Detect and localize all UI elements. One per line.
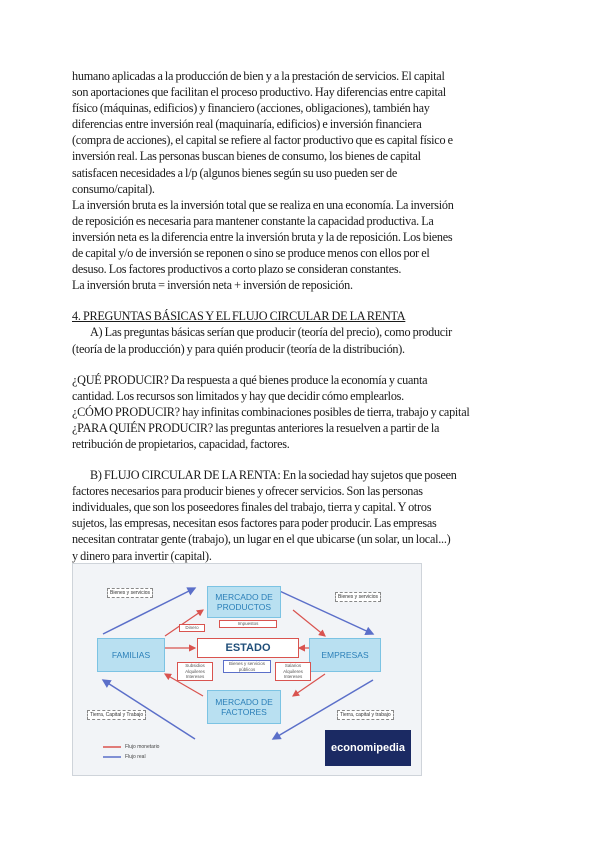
estado-box: ESTADO bbox=[197, 638, 299, 658]
text-line: inversión neta es la diferencia entre la inversión bruta y la de reposición. Los bienes bbox=[72, 229, 453, 244]
text-line: ¿CÓMO PRODUCIR? hay infinitas combinaciones posibles de tierra, trabajo y capital bbox=[72, 404, 470, 419]
label-impuestos: Impuestos bbox=[219, 620, 277, 628]
circular-flow-diagram bbox=[72, 563, 422, 776]
label-dinero: Dinero bbox=[179, 624, 205, 632]
text-line: inversión real. Las personas buscan bienes de consumo, los bienes de capital bbox=[72, 149, 421, 164]
text-line: B) FLUJO CIRCULAR DE LA RENTA: En la sociedad hay sujetos que poseen bbox=[90, 468, 457, 483]
tag-factores: Tierra, Capital y Trabajo bbox=[87, 710, 146, 720]
paragraph-capital bbox=[72, 68, 532, 293]
empresas-box: EMPRESAS bbox=[309, 638, 381, 672]
label-subsidios: Subsidios Alquileres Intereses bbox=[177, 662, 213, 681]
text-line: individuales, que son los poseedores finales del trabajo, tierra y capital. Y otros bbox=[72, 500, 432, 515]
text-line: (compra de acciones), el capital se refiere al factor productivo que es capital físico e bbox=[72, 133, 453, 148]
text-line: de reposición es necesaria para mantener constante la capacidad productiva. La bbox=[72, 213, 434, 228]
text-line: A) Las preguntas básicas serían que producir (teoría del precio), como producir bbox=[90, 325, 452, 340]
text-line: retribución de propietarios, capacidad, factores. bbox=[72, 436, 290, 451]
tag-factores-2: Tierra, capital y trabajo bbox=[337, 710, 394, 720]
text-line: físico (máquinas, edificios) y financiero (acciones, obligaciones), también hay bbox=[72, 101, 430, 116]
text-line: diferencias entre inversión real (maquinaría, edificios) e inversión financiera bbox=[72, 117, 422, 132]
tag-bienes-servicios-2: Bienes y servicios bbox=[335, 592, 381, 602]
text-line: cantidad. Los recursos son limitados y hay que decidir cómo emplearlos. bbox=[72, 388, 404, 403]
text-line: ¿PARA QUIÉN PRODUCIR? las preguntas anteriores la resuelven a partir de la bbox=[72, 420, 440, 435]
text-line: son aportaciones que facilitan el proceso productivo. Hay diferencias entre capital bbox=[72, 85, 446, 100]
document-body bbox=[72, 68, 532, 564]
text-line: satisfacen necesidades a l/p (algunos bienes según su uso pueden ser de bbox=[72, 165, 398, 180]
section-heading: 4. PREGUNTAS BÁSICAS Y EL FLUJO CIRCULAR DE LA RENTA bbox=[72, 309, 406, 324]
label-bienes-publicos: Bienes y servicios públicos bbox=[223, 660, 271, 673]
tag-bienes-servicios: Bienes y servicios bbox=[107, 588, 153, 598]
text-line: consumo/capital). bbox=[72, 181, 155, 196]
text-line: de capital y/o de inversión se reponen o sino se produce menos con ellos por el bbox=[72, 246, 430, 261]
text-line: humano aplicadas a la producción de bien y a la prestación de servicios. El capital bbox=[72, 69, 445, 83]
text-line: La inversión bruta es la inversión total que se realiza en una economía. La inversión bbox=[72, 197, 454, 212]
text-line: necesitan contratar gente (trabajo), un lugar en el que ubicarse (un solar, un local...) bbox=[72, 532, 451, 547]
text-line: sujetos, las empresas, necesitan esos factores para poder producir. Las empresas bbox=[72, 516, 437, 531]
mercado-productos-box: MERCADO DE PRODUCTOS bbox=[207, 586, 281, 618]
text-line: y dinero para invertir (capital). bbox=[72, 548, 212, 563]
text-line: La inversión bruta = inversión neta + inversión de reposición. bbox=[72, 278, 353, 293]
legend-real: Flujo real bbox=[125, 754, 146, 760]
text-line: (teoría de la producción) y para quién producir (teoría de la distribución). bbox=[72, 341, 405, 356]
mercado-factores-box: MERCADO DE FACTORES bbox=[207, 690, 281, 724]
text-line: factores necesarios para producir bienes y ofrecer servicios. Son las personas bbox=[72, 484, 423, 499]
legend-monetario: Flujo monetario bbox=[125, 744, 160, 750]
text-line: ¿QUÉ PRODUCIR? Da respuesta a qué bienes produce la economía y cuanta bbox=[72, 372, 428, 387]
label-subsidios-2: Salarios Alquileres Intereses bbox=[275, 662, 311, 681]
familias-box: FAMILIAS bbox=[97, 638, 165, 672]
economipedia-logo: economipedia bbox=[325, 730, 411, 766]
text-line: desuso. Los factores productivos a corto plazo se consideran constantes. bbox=[72, 262, 402, 277]
